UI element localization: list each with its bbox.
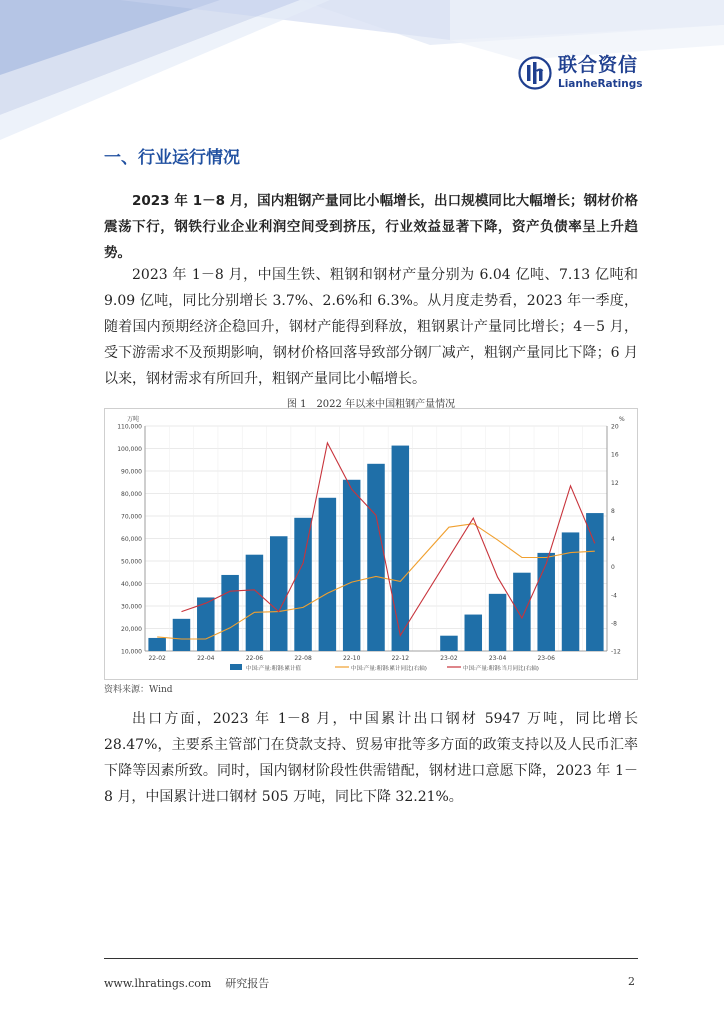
- left-tick-label: 70,000: [121, 513, 142, 521]
- bar: [465, 615, 483, 651]
- bar: [173, 619, 191, 651]
- right-tick-label: 16: [611, 451, 619, 459]
- left-tick-label: 60,000: [121, 536, 142, 543]
- bar: [270, 536, 288, 651]
- x-tick-label: 22-12: [391, 655, 410, 662]
- bar: [513, 573, 531, 651]
- legend-label: 中国:产量:粗钢:累计同比(右轴): [351, 666, 427, 672]
- bar: [440, 636, 458, 651]
- logo-cn-text: 联合资信: [558, 54, 639, 77]
- logo-en-text: LianheRatings: [558, 78, 643, 91]
- page-number: 2: [628, 975, 635, 988]
- company-logo: [518, 56, 642, 90]
- left-tick-label: 40,000: [121, 581, 142, 588]
- right-tick-label: -12: [611, 648, 621, 656]
- legend-label: 中国:产量:粗钢:当月同比(右轴): [463, 666, 539, 672]
- x-tick-label: 23-02: [440, 655, 458, 662]
- right-tick-label: 8: [611, 507, 615, 515]
- left-tick-label: 90,000: [121, 468, 142, 476]
- trade-paragraph: 出口方面，2023 年 1－8 月，中国累计出口钢材 5947 万吨，同比增长 28.47%，主要系主管部门在贷款支持、贸易审批等多方面的政策支持以及人民币汇率下降等因素所致。同时，国内钢材阶段性供需错配，钢材进口意愿下降，2023 年 1－8 月，中国累计进口钢材 505 万吨，同比下降 32.21%。: [104, 711, 638, 805]
- x-tick-label: 22-04: [197, 655, 215, 662]
- right-tick-label: -4: [611, 592, 617, 600]
- bar: [246, 555, 264, 651]
- left-tick-label: 10,000: [121, 648, 142, 656]
- bar: [562, 532, 580, 651]
- lianhe-logo-icon: [518, 56, 552, 90]
- bar: [294, 518, 312, 651]
- left-tick-label: 100,000: [117, 446, 142, 453]
- x-tick-label: 22-08: [294, 655, 312, 662]
- x-tick-label: 22-06: [245, 655, 264, 662]
- x-tick-label: 23-06: [537, 655, 555, 662]
- production-paragraph: 2023 年 1－8 月，中国生铁、粗钢和钢材产量分别为 6.04 亿吨、7.13 亿吨和 9.09 亿吨，同比分别增长 3.7%、2.6%和 6.3%。从月度走势看，2023 年一季度，随着国内预期经济企稳回升，钢材产能得到释放，粗钢累计产量同比增长；4－5 月，受下游需求不及预期影响，钢材价格回落导致部分钢厂减产，粗钢产量同比下降；6 月以来，钢材需求有所回升，粗钢产量同比小幅增长。: [104, 267, 638, 387]
- legend-swatch: [230, 664, 242, 670]
- x-tick-label: 22-02: [148, 655, 166, 662]
- right-tick-label: 4: [611, 536, 615, 543]
- left-tick-label: 20,000: [121, 626, 142, 633]
- right-tick-label: 20: [611, 423, 619, 431]
- x-tick-label: 22-10: [342, 655, 361, 662]
- bar: [489, 594, 507, 651]
- bar: [319, 498, 337, 651]
- crude-steel-chart: [104, 408, 638, 680]
- right-tick-label: 12: [611, 479, 619, 487]
- left-tick-label: 110,000: [117, 423, 142, 431]
- right-tick-label: -8: [611, 620, 617, 628]
- legend-label: 中国:产量:粗钢:累计值: [246, 666, 302, 672]
- left-tick-label: 30,000: [121, 603, 142, 611]
- figure-title: 图 1 2022 年以来中国粗钢产量情况: [286, 399, 456, 410]
- summary-paragraph: 2023 年 1－8 月，国内粗钢产量同比小幅增长，出口规模同比大幅增长；钢材价格震荡下行，钢铁行业企业利润空间受到挤压，行业效益显著下降，资产负债率呈上升趋势。: [104, 193, 638, 261]
- bar: [537, 553, 555, 651]
- left-tick-label: 80,000: [121, 491, 142, 498]
- footer-report-type: 研究报告: [225, 977, 270, 990]
- bar: [586, 513, 604, 651]
- footer-left: [104, 975, 269, 991]
- chart-svg: [105, 409, 637, 679]
- figure-source: 资料来源：Wind: [104, 685, 173, 695]
- right-tick-label: 0: [611, 564, 615, 572]
- footer-divider: [104, 958, 638, 959]
- left-axis-unit: 万吨: [127, 416, 140, 423]
- x-tick-label: 23-04: [488, 655, 507, 662]
- right-axis-unit: %: [619, 416, 625, 423]
- bar: [221, 575, 239, 651]
- bar: [343, 480, 361, 651]
- bar: [392, 446, 410, 651]
- footer-website[interactable]: www.lhratings.com: [104, 977, 212, 990]
- left-tick-label: 50,000: [121, 558, 142, 566]
- bar: [367, 464, 385, 651]
- section-title: 一、行业运行情况: [104, 148, 240, 168]
- bar: [148, 638, 166, 651]
